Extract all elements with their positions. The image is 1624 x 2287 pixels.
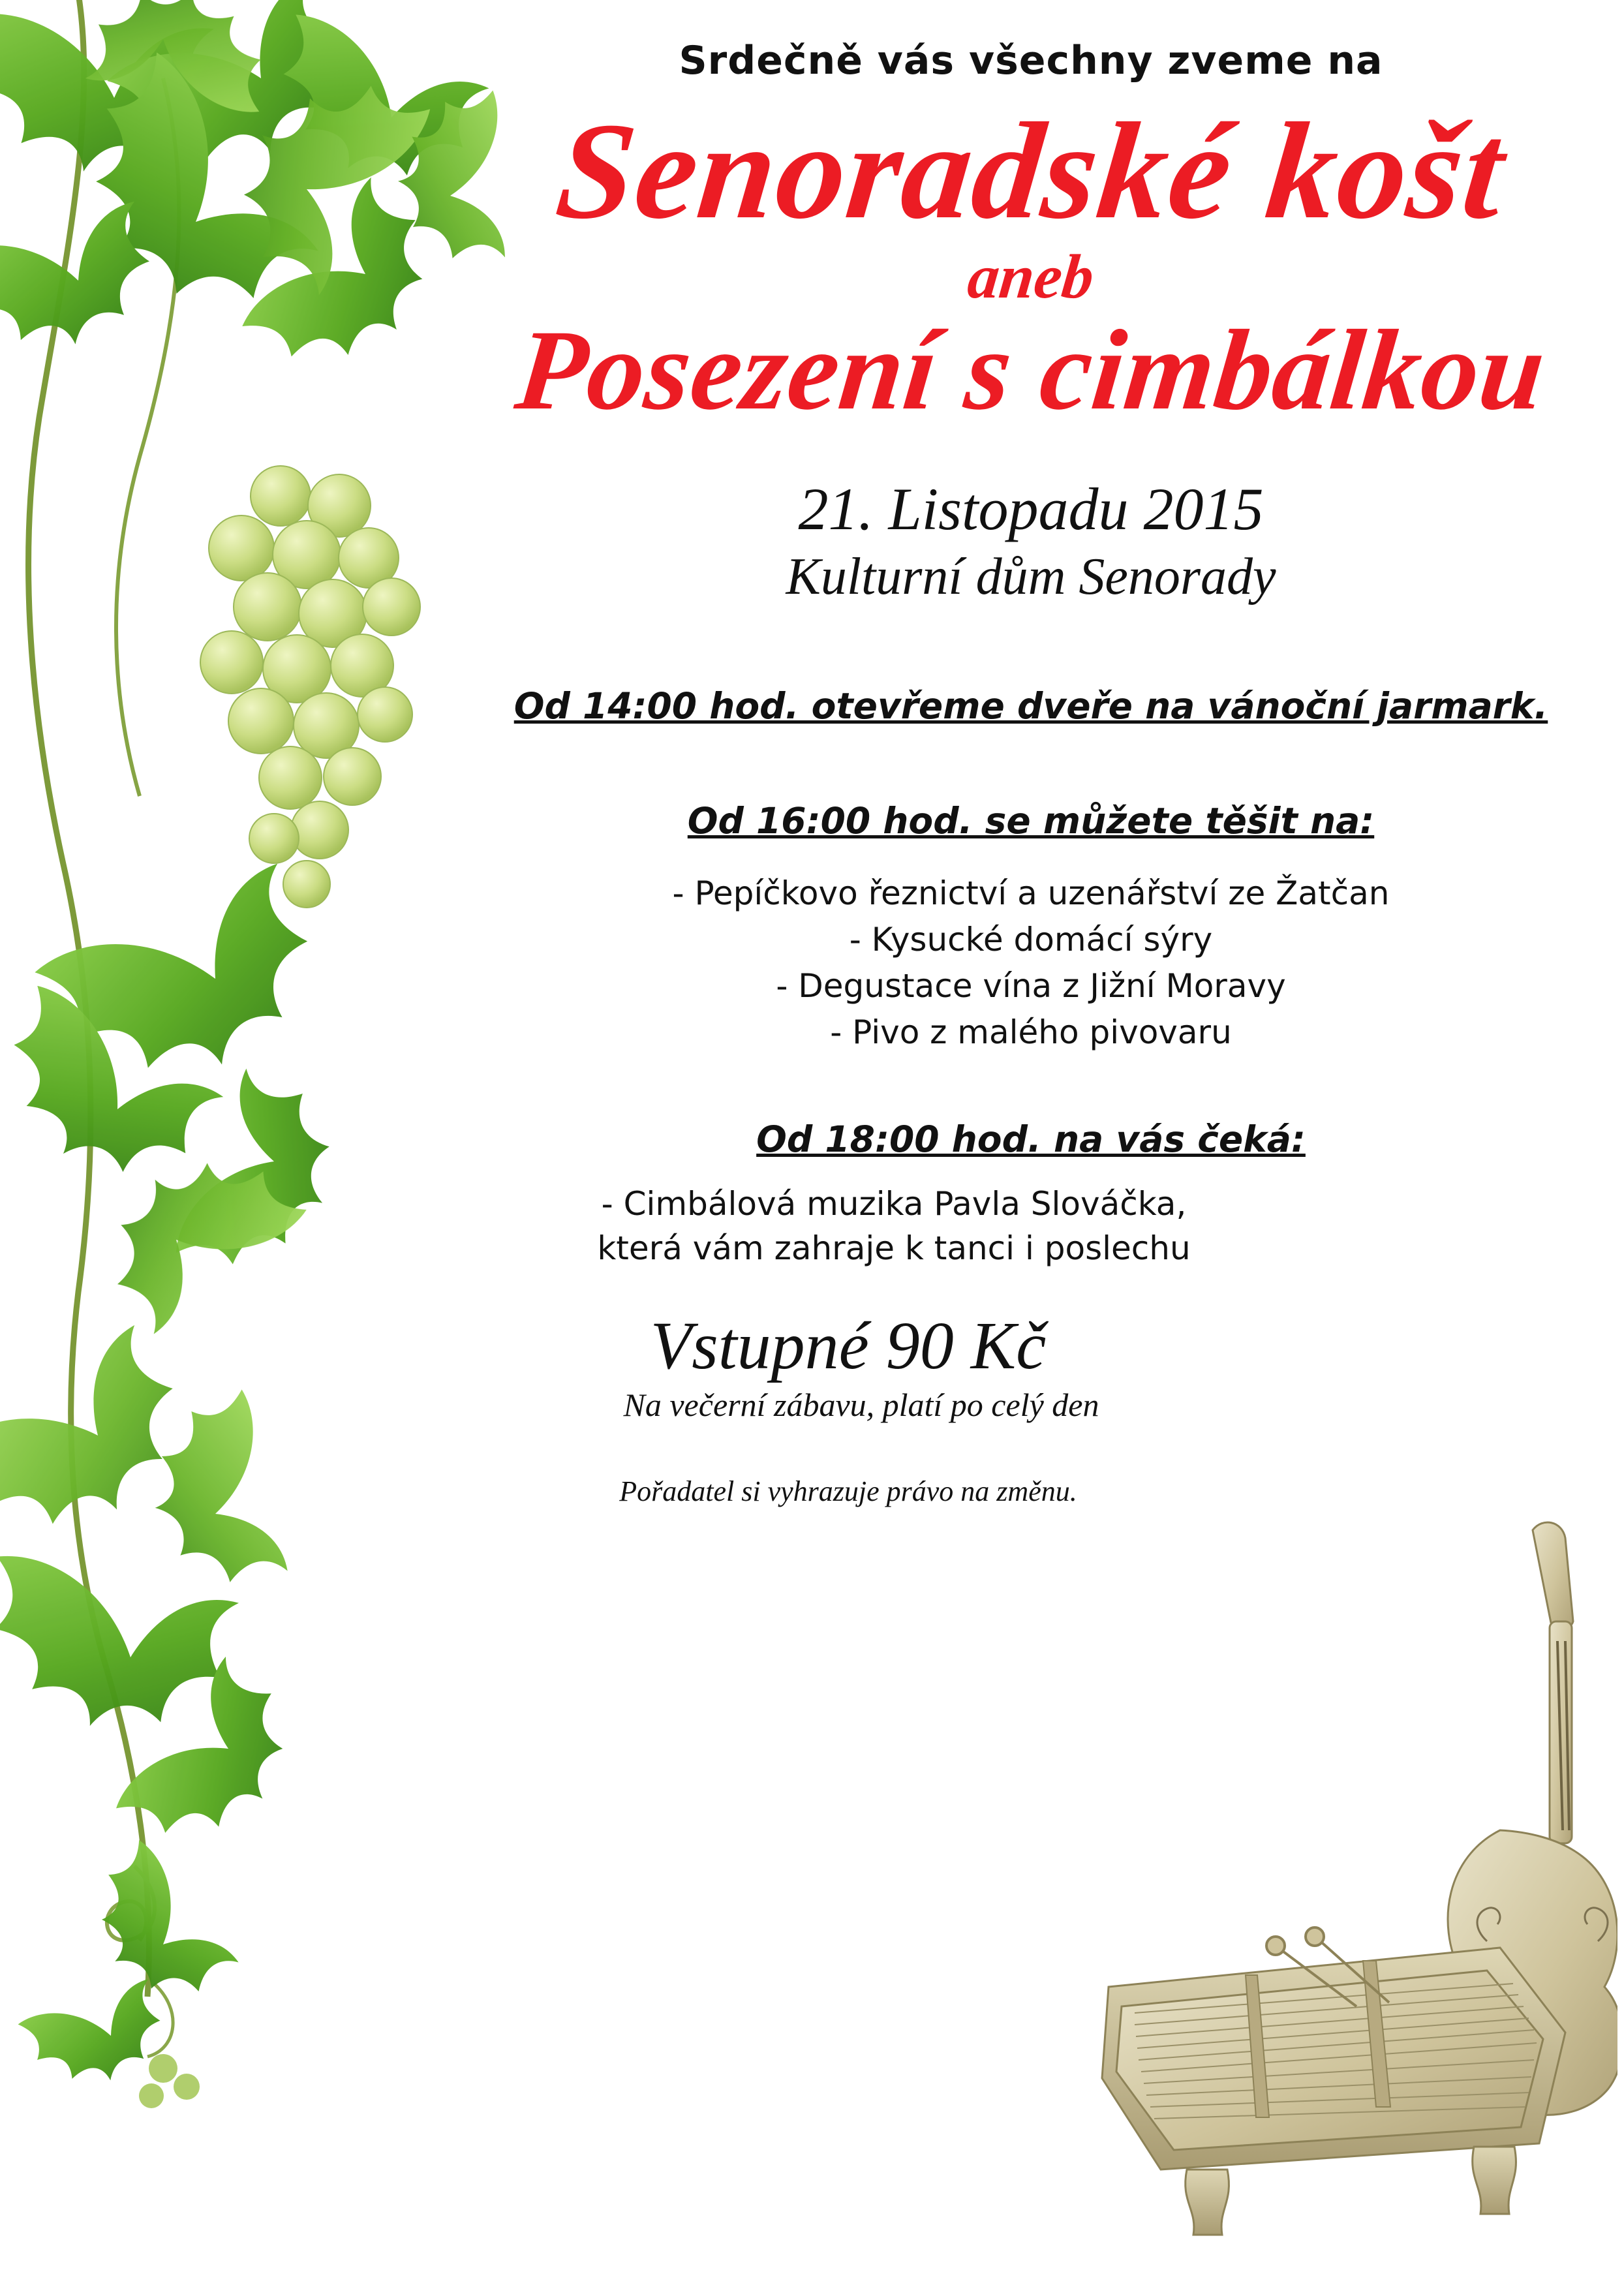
ticket-price-note: Na večerní zábavu, platí po celý den xyxy=(623,1387,1099,1424)
event-date: 21. Listopadu 2015 xyxy=(798,476,1264,543)
list-item: - Kysucké domácí sýry xyxy=(849,921,1213,959)
schedule-1600-items xyxy=(450,870,1612,1056)
schedule-heading-1400: Od 14:00 hod. otevřeme dveře na vánoční jarmark. xyxy=(513,685,1548,728)
poster-content xyxy=(450,0,1612,2287)
page-title: Senoradské košt xyxy=(550,94,1512,247)
title-conjunction: aneb xyxy=(964,241,1097,312)
list-item: - Degustace vína z Jižní Moravy xyxy=(776,967,1286,1005)
event-venue: Kulturní dům Senorady xyxy=(786,548,1276,606)
list-item: - Pepíčkovo řeznictví a uzenářství ze Žatčan xyxy=(672,874,1390,913)
list-item: - Cimbálová muzika Pavla Slováčka, xyxy=(601,1185,1187,1223)
schedule-heading-1600: Od 16:00 hod. se můžete těšit na: xyxy=(687,800,1375,842)
page-subtitle: Posezení s cimbálkou xyxy=(510,307,1552,435)
schedule-1800-items xyxy=(450,1182,1612,1270)
invitation-line: Srdečně vás všechny zveme na xyxy=(679,38,1383,84)
ticket-price: Vstupné 90 Kč xyxy=(650,1308,1047,1384)
organizer-disclaimer: Pořadatel si vyhrazuje právo na změnu. xyxy=(619,1475,1077,1508)
list-item: - Pivo z malého pivovaru xyxy=(830,1013,1232,1052)
list-item: která vám zahraje k tanci i poslechu xyxy=(597,1229,1191,1267)
schedule-heading-1800: Od 18:00 hod. na vás čeká: xyxy=(756,1118,1306,1161)
